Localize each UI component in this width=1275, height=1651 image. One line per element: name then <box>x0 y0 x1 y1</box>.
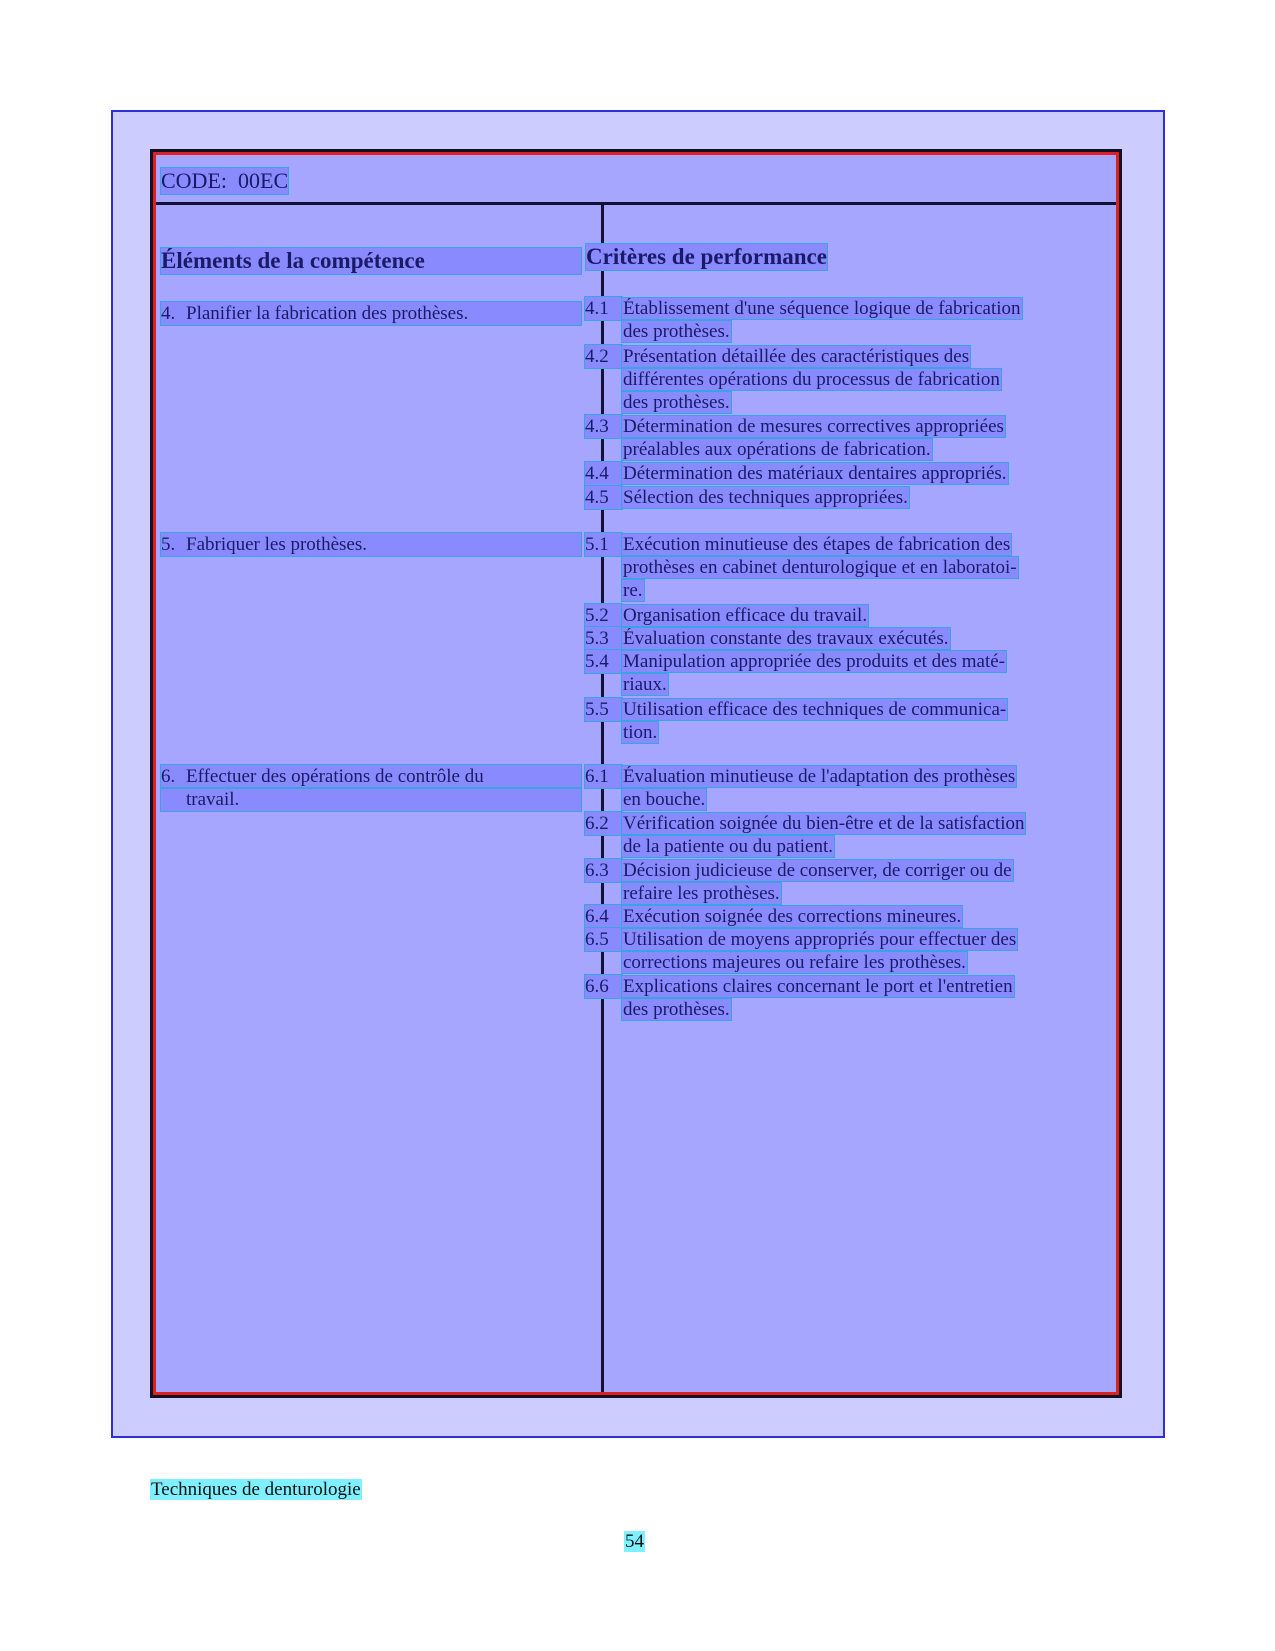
criterion-text: riaux. <box>623 674 667 695</box>
criterion-text: Utilisation efficace des techniques de communica- <box>623 699 1007 720</box>
criterion-line <box>585 721 1079 744</box>
footer-title: Techniques de denturologie <box>151 1479 361 1500</box>
criterion-text: Décision judicieuse de conserver, de corriger ou de <box>623 860 1012 881</box>
criterion-line <box>585 765 1079 788</box>
criterion-line <box>585 415 1079 438</box>
criterion-text: Exécution minutieuse des étapes de fabrication des <box>623 534 1011 555</box>
criterion-text: corrections majeures ou refaire les prothèses. <box>623 952 966 973</box>
criterion-number: 6.5 <box>585 928 622 951</box>
criterion-number: 6.6 <box>585 975 622 998</box>
competency-table <box>150 149 1122 1398</box>
element-text: travail. <box>186 789 240 810</box>
criterion-line <box>585 627 1079 650</box>
element-line <box>161 788 581 811</box>
criterion-text: de la patiente ou du patient. <box>623 836 833 857</box>
criterion-line <box>585 486 1079 509</box>
criterion-number: 4.3 <box>585 415 622 438</box>
criterion-item <box>585 604 1079 627</box>
criterion-line <box>585 391 1079 414</box>
code-row <box>156 155 1116 205</box>
criterion-number: 4.5 <box>585 486 622 509</box>
criterion-item <box>585 905 1079 928</box>
criterion-item <box>585 928 1079 974</box>
criterion-item <box>585 533 1079 602</box>
criterion-number: 4.4 <box>585 462 622 485</box>
code-label: CODE: <box>161 168 227 193</box>
criterion-text: Présentation détaillée des caractéristiques des <box>623 346 970 367</box>
criterion-text: Utilisation de moyens appropriés pour effectuer des <box>623 929 1017 950</box>
criterion-number: 4.1 <box>585 297 622 320</box>
code-text <box>161 168 288 194</box>
criterion-item <box>585 415 1079 461</box>
criterion-number: 5.2 <box>585 604 622 627</box>
criterion-text: Explications claires concernant le port et l'entretien <box>623 976 1013 997</box>
competency-table-inner <box>153 152 1119 1395</box>
page-number: 54 <box>625 1531 644 1552</box>
criterion-text: tion. <box>623 722 658 743</box>
criterion-text: Évaluation minutieuse de l'adaptation des prothèses <box>623 766 1016 787</box>
criterion-line <box>585 462 1079 485</box>
element-item <box>161 765 581 811</box>
criterion-line <box>585 438 1079 461</box>
heading-criteria: Critères de performance <box>586 244 827 269</box>
criterion-number: 4.2 <box>585 345 622 368</box>
criterion-line <box>585 345 1079 368</box>
criterion-item <box>585 975 1079 1021</box>
element-line <box>161 302 581 325</box>
criterion-line <box>585 579 1079 602</box>
element-number: 6. <box>161 766 176 787</box>
criterion-text: Évaluation constante des travaux exécutés. <box>623 628 949 649</box>
criterion-item <box>585 462 1079 485</box>
criterion-item <box>585 650 1079 696</box>
criterion-number: 5.5 <box>585 698 622 721</box>
criterion-line <box>585 998 1079 1021</box>
criterion-text: des prothèses. <box>623 321 730 342</box>
criterion-text: différentes opérations du processus de fabrication <box>623 369 1000 390</box>
criterion-text: en bouche. <box>623 789 706 810</box>
criterion-item <box>585 698 1079 744</box>
criterion-number: 5.4 <box>585 650 622 673</box>
criterion-text: préalables aux opérations de fabrication. <box>623 439 931 460</box>
criterion-line <box>585 975 1079 998</box>
criterion-line <box>585 882 1079 905</box>
criterion-text: refaire les prothèses. <box>623 883 780 904</box>
criterion-line <box>585 604 1079 627</box>
element-number: 4. <box>161 303 176 324</box>
criterion-item <box>585 765 1079 811</box>
criterion-line <box>585 788 1079 811</box>
criterion-line <box>585 951 1079 974</box>
criterion-line <box>585 698 1079 721</box>
criterion-line <box>585 320 1079 343</box>
criterion-text: prothèses en cabinet denturologique et en laboratoi- <box>623 557 1017 578</box>
criterion-text: Organisation efficace du travail. <box>623 605 868 626</box>
element-item <box>161 533 581 556</box>
criterion-number: 6.1 <box>585 765 622 788</box>
criterion-text: Détermination des matériaux dentaires appropriés. <box>623 463 1007 484</box>
element-line <box>161 765 581 788</box>
criterion-number: 6.3 <box>585 859 622 882</box>
heading-elements: Éléments de la compétence <box>161 248 581 274</box>
criterion-line <box>585 905 1079 928</box>
code-value: 00EC <box>238 168 289 193</box>
criterion-number: 6.2 <box>585 812 622 835</box>
criterion-line <box>585 650 1079 673</box>
criterion-line <box>585 297 1079 320</box>
criterion-line <box>585 556 1079 579</box>
element-line <box>161 533 581 556</box>
element-text: Planifier la fabrication des prothèses. <box>186 303 469 324</box>
criterion-number: 5.3 <box>585 627 622 650</box>
criterion-text: des prothèses. <box>623 999 730 1020</box>
element-number: 5. <box>161 534 176 555</box>
criterion-text: Établissement d'une séquence logique de fabrication <box>623 298 1021 319</box>
criterion-line <box>585 859 1079 882</box>
criterion-text: Sélection des techniques appropriées. <box>623 487 908 508</box>
criterion-line <box>585 368 1079 391</box>
criterion-line <box>585 835 1079 858</box>
criterion-number: 6.4 <box>585 905 622 928</box>
criterion-text: re. <box>623 580 643 601</box>
criterion-number: 5.1 <box>585 533 622 556</box>
element-text: Fabriquer les prothèses. <box>186 534 367 555</box>
criterion-item <box>585 627 1079 650</box>
criterion-line <box>585 928 1079 951</box>
criterion-item <box>585 297 1079 343</box>
criterion-text: des prothèses. <box>623 392 730 413</box>
criterion-line <box>585 673 1079 696</box>
criterion-line <box>585 533 1079 556</box>
element-item <box>161 302 581 325</box>
criterion-line <box>585 812 1079 835</box>
criterion-item <box>585 812 1079 858</box>
criterion-item <box>585 859 1079 905</box>
criterion-item <box>585 345 1079 414</box>
criterion-text: Manipulation appropriée des produits et des maté- <box>623 651 1006 672</box>
criterion-text: Détermination de mesures correctives appropriées <box>623 416 1004 437</box>
criterion-item <box>585 486 1079 509</box>
criterion-text: Exécution soignée des corrections mineures. <box>623 906 962 927</box>
criterion-text: Vérification soignée du bien-être et de la satisfaction <box>623 813 1025 834</box>
element-text: Effectuer des opérations de contrôle du <box>186 766 484 787</box>
